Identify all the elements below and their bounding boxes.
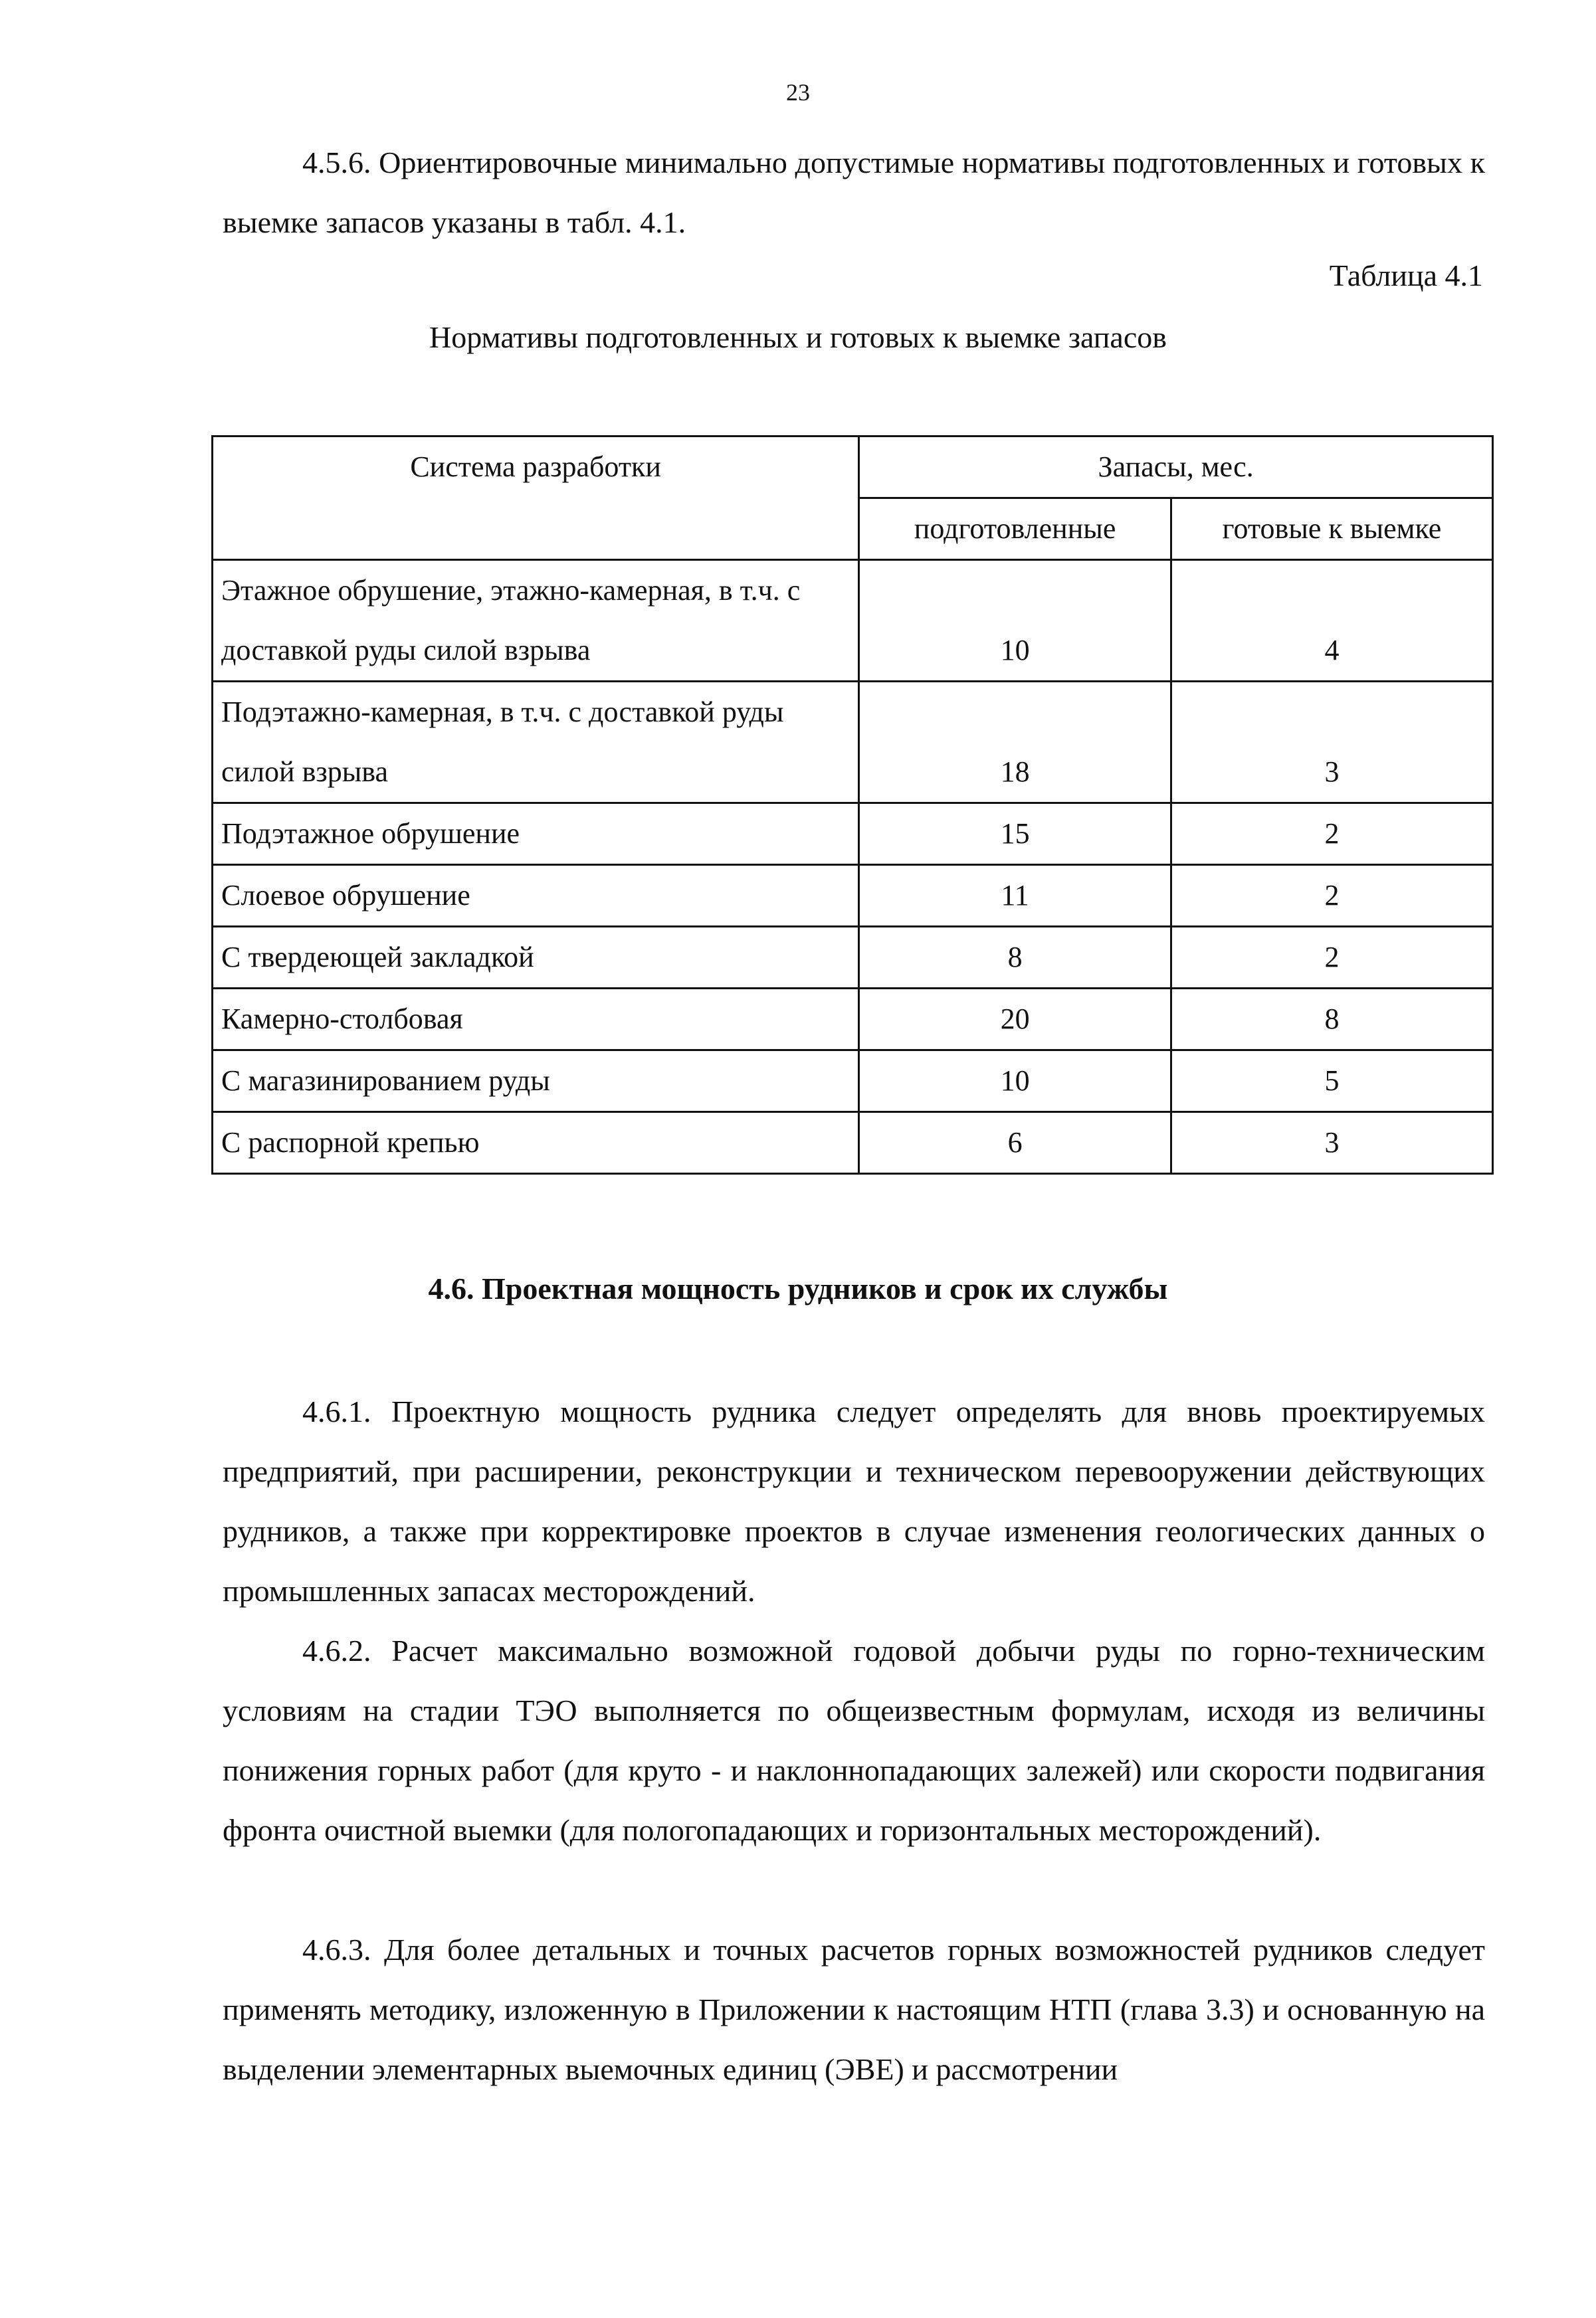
table-title: Нормативы подготовленных и готовых к выемке запасов xyxy=(429,320,1167,354)
row-system: С магазинированием руды xyxy=(213,1050,859,1112)
table-row xyxy=(213,560,1493,682)
paragraph-4-6-2: 4.6.2. Расчет максимально возможной годовой добычи руды по горно-техническим условиям на стадии ТЭО выполняется по общеизвестным формулам, исходя из величины понижения горных работ (для круто - и наклоннопадающих залежей) или скорости подвигания фронта очистной выемки (для пологопадающих и горизонтальных месторождений). xyxy=(223,1634,1485,1847)
paragraph-4-6-1: 4.6.1. Проектную мощность рудника следует определять для вновь проектируемых предприятий, при расширении, реконструкции и техническом перевооружении действующих рудников, а также при корректировке проектов в случае изменения геологических данных о промышленных запасах месторождений. xyxy=(223,1395,1485,1608)
row-prepared: 10 xyxy=(859,560,1171,682)
row-prepared: 15 xyxy=(859,803,1171,865)
row-ready: 8 xyxy=(1171,989,1492,1050)
table-row xyxy=(213,1050,1493,1112)
row-system: С распорной крепью xyxy=(213,1112,859,1174)
row-system: Слоевое обрушение xyxy=(213,865,859,927)
table-number: Таблица 4.1 xyxy=(1329,258,1483,292)
row-prepared: 8 xyxy=(859,927,1171,989)
row-ready: 2 xyxy=(1171,927,1492,989)
row-system: Этажное обрушение, этажно-камерная, в т.ч. с доставкой руды силой взрыва xyxy=(213,560,859,682)
header-prepared: подготовленные xyxy=(859,498,1171,560)
reserves-table xyxy=(211,435,1494,1175)
row-system: Подэтажно-камерная, в т.ч. с доставкой руды силой взрыва xyxy=(213,682,859,803)
row-ready: 4 xyxy=(1171,560,1492,682)
row-system: Камерно-столбовая xyxy=(213,989,859,1050)
section-heading: 4.6. Проектная мощность рудников и срок их службы xyxy=(428,1272,1168,1305)
table-row xyxy=(213,865,1493,927)
row-system: С твердеющей закладкой xyxy=(213,927,859,989)
row-prepared: 10 xyxy=(859,1050,1171,1112)
paragraph-4-6-3: 4.6.3. Для более детальных и точных расчетов горных возможностей рудников следует применять методику, изложенную в Приложении к настоящим НТП (глава 3.3) и основанную на выделении элементарных выемочных единиц (ЭВЕ) и рассмотрении xyxy=(223,1933,1485,2086)
row-prepared: 11 xyxy=(859,865,1171,927)
row-prepared: 20 xyxy=(859,989,1171,1050)
table-row xyxy=(213,927,1493,989)
page-number: 23 xyxy=(786,79,810,106)
row-prepared: 18 xyxy=(859,682,1171,803)
table-row xyxy=(213,682,1493,803)
table-row xyxy=(213,803,1493,865)
row-ready: 2 xyxy=(1171,803,1492,865)
row-ready: 3 xyxy=(1171,1112,1492,1174)
row-ready: 2 xyxy=(1171,865,1492,927)
row-prepared: 6 xyxy=(859,1112,1171,1174)
row-ready: 5 xyxy=(1171,1050,1492,1112)
header-ready: готовые к выемке xyxy=(1171,498,1492,560)
table-row xyxy=(213,989,1493,1050)
header-system: Система разработки xyxy=(213,436,859,560)
row-ready: 3 xyxy=(1171,682,1492,803)
header-reserves: Запасы, мес. xyxy=(859,436,1493,498)
table-row xyxy=(213,1112,1493,1174)
intro-paragraph: 4.5.6. Ориентировочные минимально допустимые нормативы подготовленных и готовых к выемке запасов указаны в табл. 4.1. xyxy=(223,145,1485,239)
row-system: Подэтажное обрушение xyxy=(213,803,859,865)
